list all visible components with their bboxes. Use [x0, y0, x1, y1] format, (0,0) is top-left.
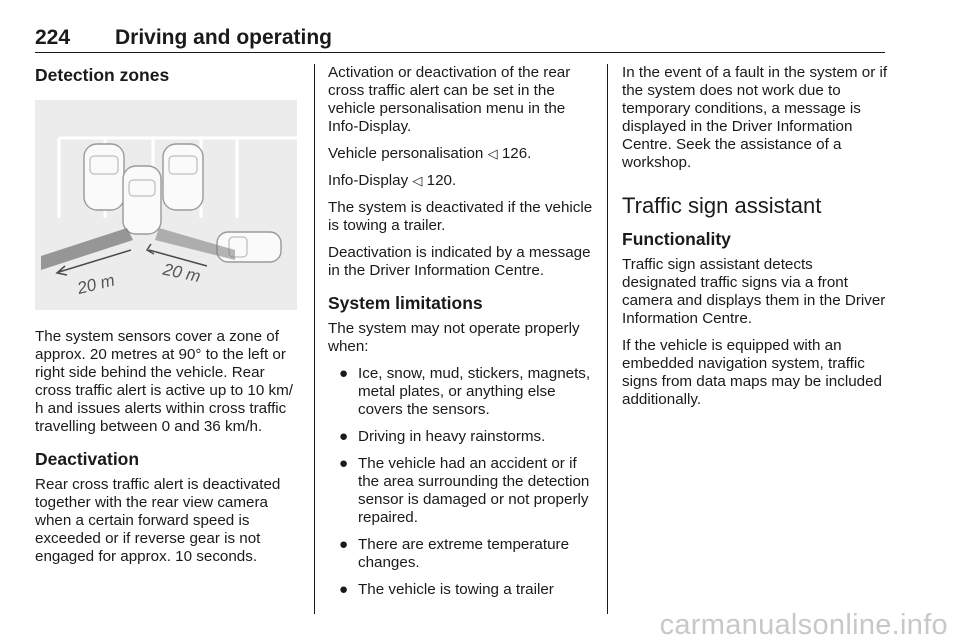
activation-paragraph: Activation or deactivation of the rear cross traffic alert can be set in the vehicle personalisation menu in the Info-Display. [328, 64, 571, 135]
deactivation-indication-paragraph: Deactivation is indicated by a message in the Driver Information Centre. [328, 244, 591, 279]
functionality-heading: Functionality [622, 229, 731, 249]
list-item: ● There are extreme temperature changes. [339, 536, 570, 571]
column-divider [607, 64, 608, 614]
list-item: ● The vehicle had an accident or if the area surrounding the detection sensor is damaged or not properly repaired. [339, 455, 590, 526]
limitations-intro: The system may not operate properly when: [328, 320, 580, 355]
zone-label-left: 20 m [75, 270, 117, 299]
section-title: Driving and operating [115, 26, 333, 49]
reference-text: Vehicle personalisation [328, 145, 484, 162]
list-item: ● Ice, snow, mud, stickers, magnets, metal plates, or anything else covers the sensors. [339, 365, 591, 418]
column-3 [622, 64, 888, 418]
detection-zones-heading: Detection zones [35, 65, 170, 85]
column-2 [328, 64, 594, 608]
bullet-icon: ● [339, 428, 349, 445]
reference-page: 120. [426, 172, 457, 189]
zone-label-right: 20 m [161, 259, 203, 287]
bullet-icon: ● [339, 581, 349, 598]
page-header [35, 26, 885, 53]
column-1 [35, 64, 301, 575]
detection-zones-paragraph: The system sensors cover a zone of approx. 20 metres at 90° to the left or right side behind the vehicle. Rear cross traffic alert is active up to 10 km/ h and issues alerts within cross traffic travelling between 0 and 36 km/h. [35, 328, 294, 435]
navigation-paragraph: If the vehicle is equipped with an embedded navigation system, traffic signs from data maps may be included additionally. [622, 337, 883, 408]
deactivation-paragraph: Rear cross traffic alert is deactivated together with the rear view camera when a certain forward speed is exceeded or if reverse gear is not engaged for approx. 10 seconds. [35, 476, 281, 565]
trailer-paragraph: The system is deactivated if the vehicle is towing a trailer. [328, 199, 593, 234]
list-item: ● The vehicle is towing a trailer [339, 581, 554, 598]
list-item: ● Driving in heavy rainstorms. [339, 428, 546, 445]
detection-zones-illustration [35, 100, 297, 310]
page-reference-icon: ◁ [487, 146, 498, 161]
page-number: 224 [35, 26, 71, 49]
traffic-sign-assistant-heading: Traffic sign assistant [622, 193, 822, 218]
limitations-list [328, 365, 594, 599]
functionality-paragraph: Traffic sign assistant detects designated traffic signs via a front camera and displays them in the Driver Information Centre. [622, 256, 886, 327]
info-display-reference [328, 172, 594, 190]
bullet-icon: ● [339, 365, 349, 382]
parking-diagram [35, 100, 297, 310]
bullet-icon: ● [339, 536, 349, 553]
watermark: carmanualsonline.info [659, 609, 948, 641]
deactivation-heading: Deactivation [35, 449, 140, 469]
page-reference-icon: ◁ [412, 173, 423, 188]
system-limitations-heading: System limitations [328, 293, 483, 313]
reference-text: Info-Display [328, 172, 409, 189]
bullet-icon: ● [339, 455, 349, 472]
reference-page: 126. [501, 145, 532, 162]
column-divider [314, 64, 315, 614]
fault-paragraph: In the event of a fault in the system or if the system does not work due to temporary conditions, a message is displayed in the Driver Information Centre. Seek the assistance of a workshop. [622, 64, 888, 171]
vehicle-personalisation-reference [328, 145, 594, 163]
